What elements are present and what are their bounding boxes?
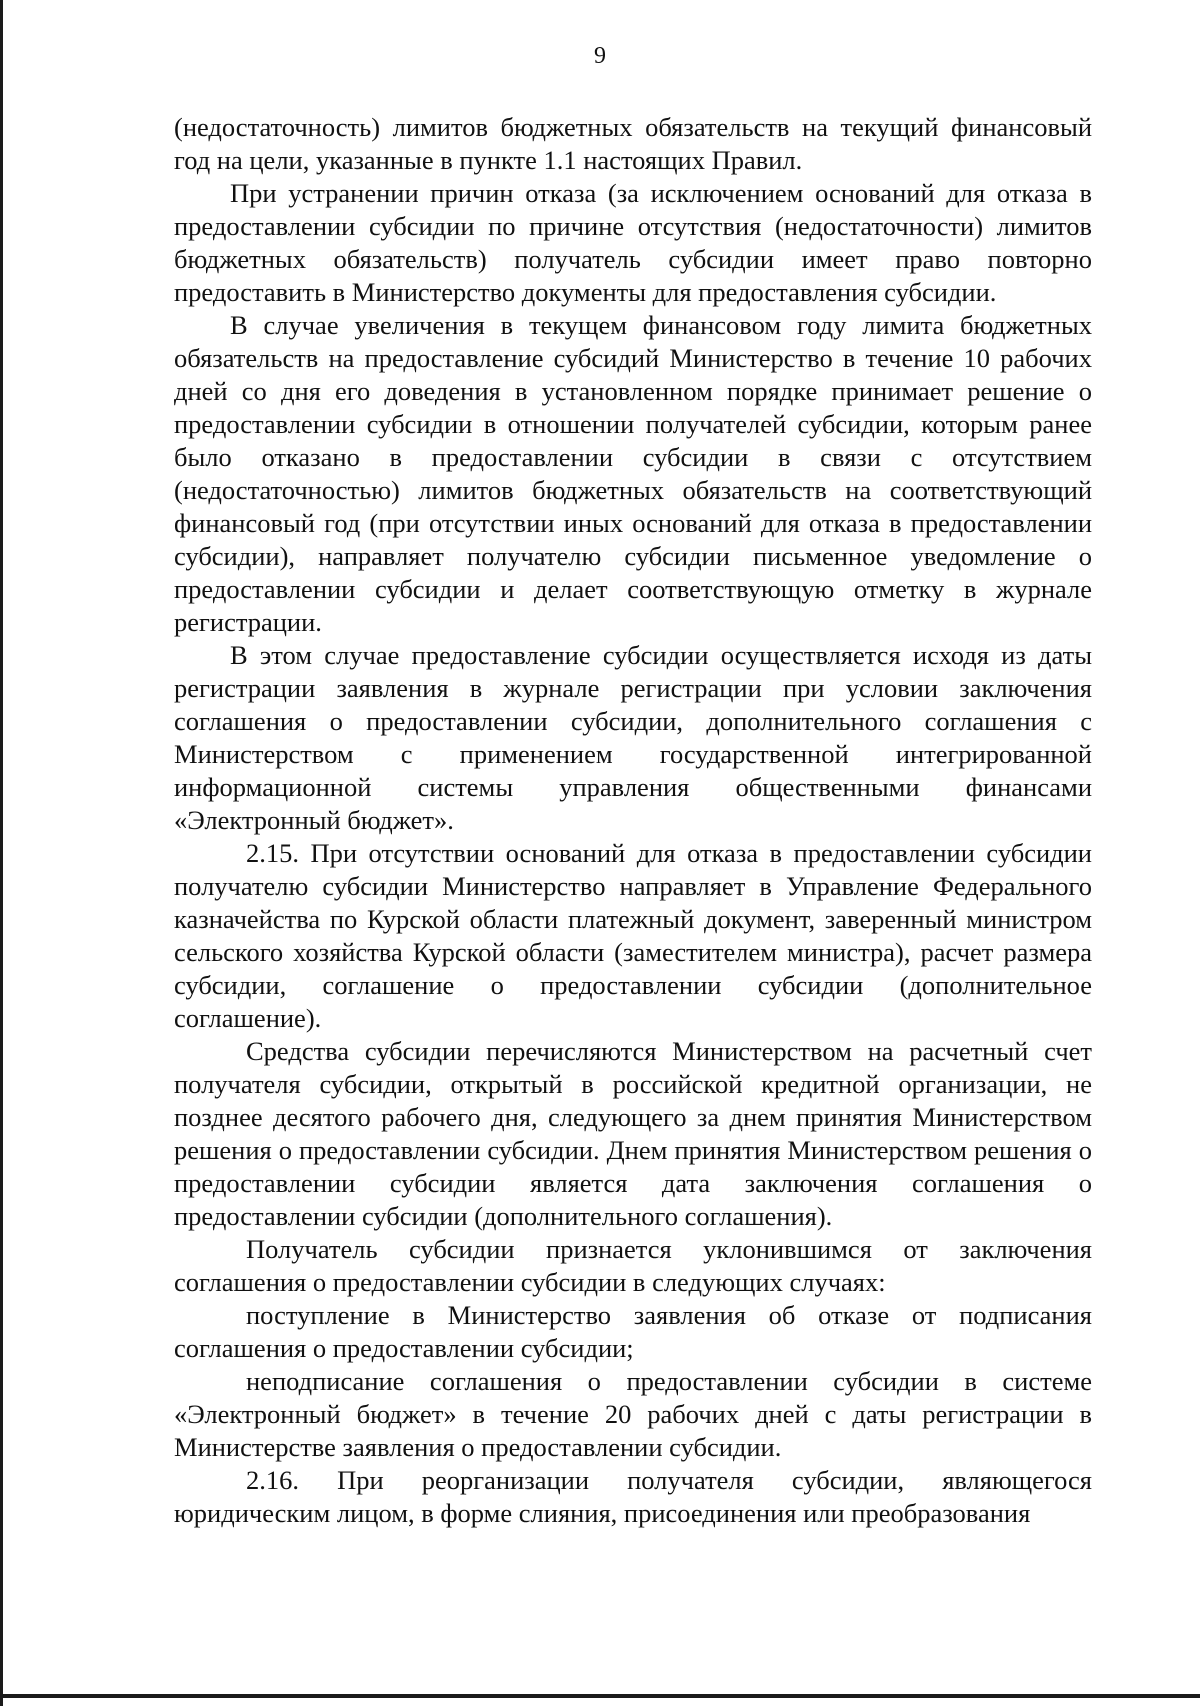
paragraph-continuation: (недостаточность) лимитов бюджетных обязательств на текущий финансовый год на цели, указанные в пункте 1.1 настоящих Правил. — [174, 112, 1092, 175]
paragraph-refusal-remedy: При устранении причин отказа (за исключением оснований для отказа в предоставлении субсидии по причине отсутствия (недостаточности) лимитов бюджетных обязательств) получатель субсидии имеет право повторно предоставить в Министерство документы для предоставления субсидии. — [174, 178, 1092, 307]
paragraph-limit-increase: В случае увеличения в текущем финансовом году лимита бюджетных обязательств на предоставление субсидий Министерство в течение 10 рабочих дней со дня его доведения в установленном порядке принимает решение о предоставлении субсидии в отношении получателей субсидии, которым ранее было отказано в предоставлении субсидии в связи с отсутствием (недостаточностью) лимитов бюджетных обязательств на соответствующий финансовый год (при отсутствии иных оснований для отказа в предоставлении субсидии), направляет получателю субсидии письменное уведомление о предоставлении субсидии и делает соответствующую отметку в журнале регистрации. — [174, 310, 1092, 637]
paragraph-clause-2-15: 2.15. При отсутствии оснований для отказа в предоставлении субсидии получателю субсидии Министерство направляет в Управление Федерального казначейства по Курской области платежный документ, заверенный министром сельского хозяйства Курской области (заместителем министра), расчет размера субсидии, соглашение о предоставлении субсидии (дополнительное соглашение). — [174, 838, 1092, 1033]
paragraph-refusal-statement: поступление в Министерство заявления об отказе от подписания соглашения о предоставлении субсидии; — [174, 1300, 1092, 1363]
paragraph-registration-order: В этом случае предоставление субсидии осуществляется исходя из даты регистрации заявления в журнале регистрации при условии заключения соглашения о предоставлении субсидии, дополнительного соглашения с Министерством с применением государственной интегрированной информационной системы управления общественными финансами «Электронный бюджет». — [174, 640, 1092, 835]
paragraph-not-signed: неподписание соглашения о предоставлении субсидии в системе «Электронный бюджет» в течение 20 рабочих дней с даты регистрации в Министерстве заявления о предоставлении субсидии. — [174, 1366, 1092, 1462]
paragraph-evasion-cases: Получатель субсидии признается уклонившимся от заключения соглашения о предоставлении субсидии в следующих случаях: — [174, 1234, 1092, 1297]
paragraph-clause-2-16: 2.16. При реорганизации получателя субсидии, являющегося юридическим лицом, в форме слияния, присоединения или преобразования — [174, 1465, 1092, 1528]
document-body — [174, 111, 1092, 1530]
paragraph-funds-transfer: Средства субсидии перечисляются Министерством на расчетный счет получателя субсидии, открытый в российской кредитной организации, не позднее десятого рабочего дня, следующего за днем принятия Министерством решения о предоставлении субсидии. Днем принятия Министерством решения о предоставлении субсидии является дата заключения соглашения о предоставлении субсидии (дополнительного соглашения). — [174, 1036, 1092, 1231]
page-number: 9 — [594, 43, 606, 69]
scan-left-edge — [0, 0, 3, 1706]
scan-bottom-edge — [0, 1694, 1200, 1698]
